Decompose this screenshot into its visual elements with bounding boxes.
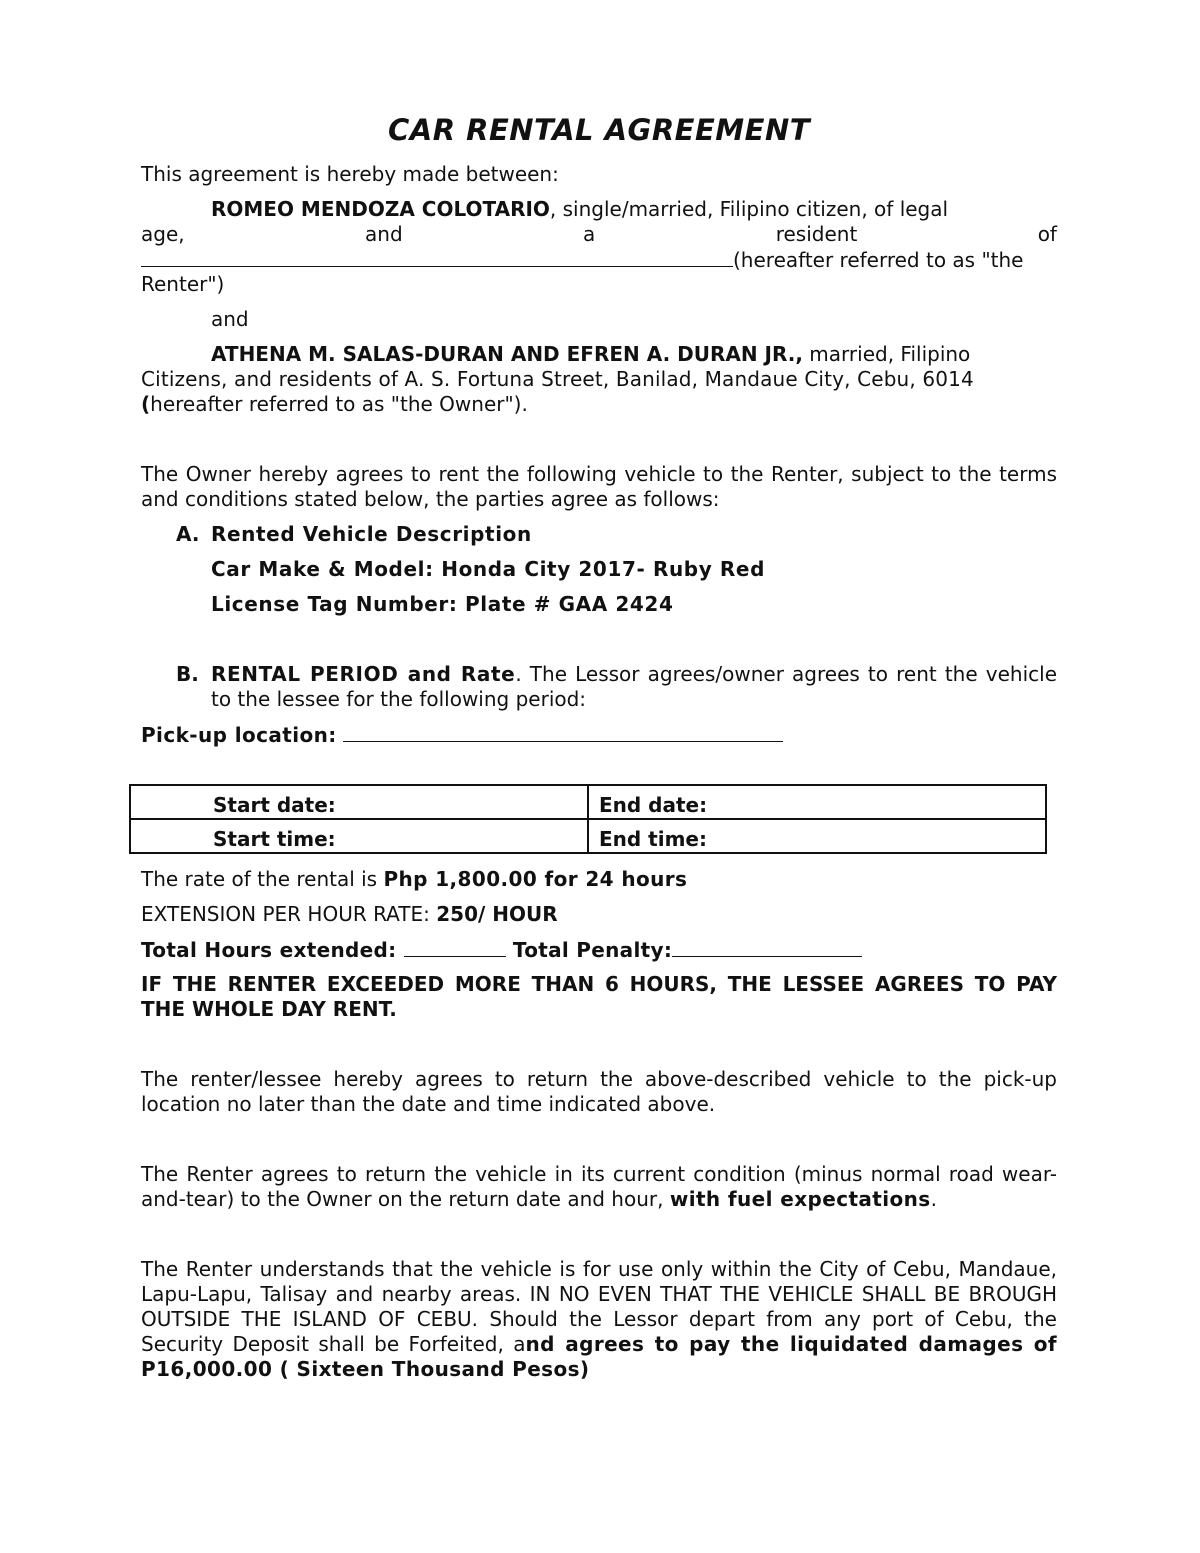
owner-line-3 xyxy=(141,392,1057,417)
extension-line xyxy=(141,902,1057,927)
license-tag: License Tag Number: Plate # GAA 2424 xyxy=(211,592,674,616)
total-penalty-blank[interactable] xyxy=(672,937,862,957)
car-make-model: Car Make & Model: Honda City 2017- Ruby Red xyxy=(211,557,765,581)
renter-line-3 xyxy=(141,247,1057,273)
section-b-marker: B. xyxy=(176,662,199,686)
liquidated-damages: nd agrees to pay the liquidated damages of P16,000.00 ( Sixteen Thousand Pesos) xyxy=(141,1332,1057,1381)
warning-text: IF THE RENTER EXCEEDED MORE THAN 6 HOURS, THE LESSEE AGREES TO PAY THE WHOLE DAY RENT. xyxy=(141,972,1057,1021)
section-b-body xyxy=(211,662,1057,712)
section-a-marker: A. xyxy=(176,522,200,546)
and-word: and xyxy=(211,307,249,331)
rate-value: Php 1,800.00 for 24 hours xyxy=(383,867,688,891)
pickup-line xyxy=(141,722,1057,748)
start-time-cell[interactable]: Start time: xyxy=(130,819,588,853)
fuel-expectations: with fuel expectations xyxy=(669,1187,931,1211)
owner-line-1-rest: married, Filipino xyxy=(802,342,971,366)
renter-line-2 xyxy=(141,222,1057,247)
renter-word-of: of xyxy=(1037,222,1057,246)
section-b-text: . The Lessor agrees/owner agrees to rent the vehicle to the lessee for the following period: xyxy=(211,662,1058,711)
pickup-blank[interactable] xyxy=(343,722,783,742)
use-paragraph xyxy=(141,1257,1057,1382)
pickup-label: Pick-up location: xyxy=(141,723,337,747)
total-penalty-label: Total Penalty: xyxy=(512,938,673,962)
start-date-cell[interactable]: Start date: xyxy=(130,785,588,819)
renter-line-3-rest: (hereafter referred to as "the xyxy=(733,248,1024,272)
owner-paren: ( xyxy=(141,392,151,416)
penalty-line xyxy=(141,937,1057,963)
document-title: CAR RENTAL AGREEMENT xyxy=(387,113,811,147)
rate-line xyxy=(141,867,1057,892)
rate-prefix: The rate of the rental is xyxy=(141,867,384,891)
intro-text: This agreement is hereby made between: xyxy=(141,162,559,186)
owner-name: ATHENA M. SALAS-DURAN AND EFREN A. DURAN JR., xyxy=(211,342,803,366)
owner-line-3-rest: hereafter referred to as "the Owner"). xyxy=(150,392,528,416)
owner-line-1 xyxy=(141,342,1057,367)
dates-table xyxy=(129,784,1047,854)
use-text: The Renter understands that the vehicle is for use only within the City of Cebu, Mandaue, Lapu-Lapu, Talisay and nearby areas. IN NO EVEN THAT THE VEHICLE SHALL BE BROUGH OUTSIDE THE ISLAND OF CEBU. Should the Lessor depart from any port of Cebu, the Security Deposit shall be Forfeited, a xyxy=(141,1257,1057,1356)
table-row xyxy=(130,819,1046,853)
renter-line-4: Renter") xyxy=(141,272,225,296)
renter-line-1-rest: , single/married, Filipino citizen, of legal xyxy=(549,197,949,221)
hours-extended-label: Total Hours extended: xyxy=(141,938,397,962)
renter-word-age: age, xyxy=(141,222,185,246)
agreement-paragraph: The Owner hereby agrees to rent the following vehicle to the Renter, subject to the terms and conditions stated below, the parties agree as follows: xyxy=(141,462,1057,511)
condition-paragraph xyxy=(141,1162,1057,1212)
extension-prefix: EXTENSION PER HOUR RATE: xyxy=(141,902,437,926)
residence-blank xyxy=(141,247,733,267)
return-paragraph: The renter/lessee hereby agrees to return the above-described vehicle to the pick-up location no later than the date and time indicated above. xyxy=(141,1067,1057,1116)
table-row xyxy=(130,785,1046,819)
owner-line-2: Citizens, and residents of A. S. Fortuna Street, Banilad, Mandaue City, Cebu, 6014 xyxy=(141,367,974,391)
section-b-title: RENTAL PERIOD and Rate xyxy=(211,662,516,686)
renter-name: ROMEO MENDOZA COLOTARIO xyxy=(211,197,550,221)
extension-value: 250/ HOUR xyxy=(436,902,558,926)
renter-line-1 xyxy=(141,197,1057,222)
end-time-cell[interactable]: End time: xyxy=(588,819,1046,853)
hours-extended-blank[interactable] xyxy=(404,937,506,957)
section-a-title: Rented Vehicle Description xyxy=(211,522,532,546)
renter-word-resident: resident xyxy=(775,222,858,246)
renter-word-and: and xyxy=(365,222,403,246)
end-date-cell[interactable]: End date: xyxy=(588,785,1046,819)
condition-text: The Renter agrees to return the vehicle in its current condition (minus normal road wear-and-tear) to the Owner on the return date and hour, xyxy=(141,1162,1057,1211)
condition-end: . xyxy=(930,1187,937,1211)
renter-word-a: a xyxy=(583,222,596,246)
